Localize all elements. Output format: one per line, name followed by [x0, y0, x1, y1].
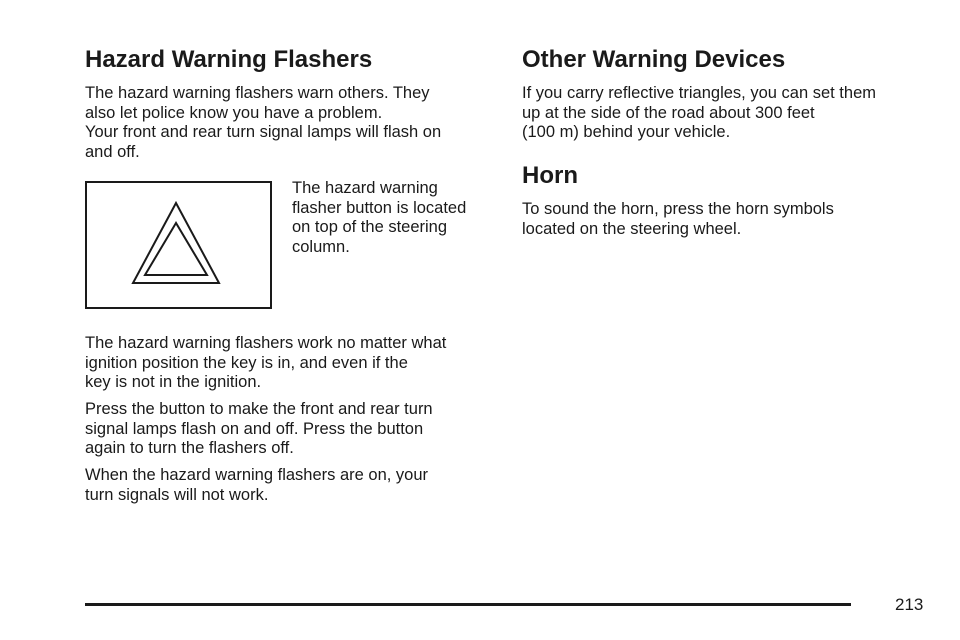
text-line: key is not in the ignition. — [85, 373, 262, 391]
page-number: 213 — [895, 595, 924, 614]
other-warning-devices-heading: Other Warning Devices — [522, 46, 786, 73]
hazard-paragraph-turn-signals — [85, 466, 428, 505]
text-line: also let police know you have a problem. — [85, 103, 383, 122]
text-line: To sound the horn, press the horn symbols — [522, 200, 834, 218]
horn-paragraph — [522, 200, 834, 239]
text-line: and off. — [85, 142, 140, 161]
text-line: The hazard warning flashers warn others. They — [85, 84, 430, 102]
text-line: ignition position the key is in, and even if the — [85, 353, 408, 372]
footer-rule — [85, 603, 851, 606]
text-line: When the hazard warning flashers are on, your — [85, 466, 429, 484]
hazard-warning-flashers-heading: Hazard Warning Flashers — [85, 46, 373, 73]
hazard-paragraph-ignition — [85, 334, 446, 393]
text-line: located on the steering wheel. — [522, 219, 742, 238]
text-line: on top of the steering — [292, 218, 448, 236]
text-line: The hazard warning flashers work no matter what — [85, 334, 447, 352]
horn-heading: Horn — [522, 162, 578, 189]
text-line: signal lamps flash on and off. Press the button — [85, 419, 424, 438]
text-line: Your front and rear turn signal lamps will flash on — [85, 123, 442, 141]
figure-caption — [292, 179, 466, 257]
hazard-intro-paragraph — [85, 84, 441, 162]
hazard-triangle-icon — [87, 183, 270, 307]
hazard-paragraph-press-button — [85, 400, 433, 459]
text-line: again to turn the flashers off. — [85, 439, 294, 457]
text-line: (100 m) behind your vehicle. — [522, 123, 731, 141]
warning-devices-paragraph — [522, 84, 876, 143]
text-line: turn signals will not work. — [85, 485, 269, 504]
text-line: flasher button is located — [292, 198, 467, 217]
text-line: The hazard warning — [292, 179, 438, 197]
text-line: up at the side of the road about 300 feet — [522, 103, 815, 122]
text-line: Press the button to make the front and rear turn — [85, 400, 433, 418]
text-line: column. — [292, 237, 350, 256]
hazard-button-figure — [85, 181, 272, 309]
text-line: If you carry reflective triangles, you can set them — [522, 84, 876, 102]
